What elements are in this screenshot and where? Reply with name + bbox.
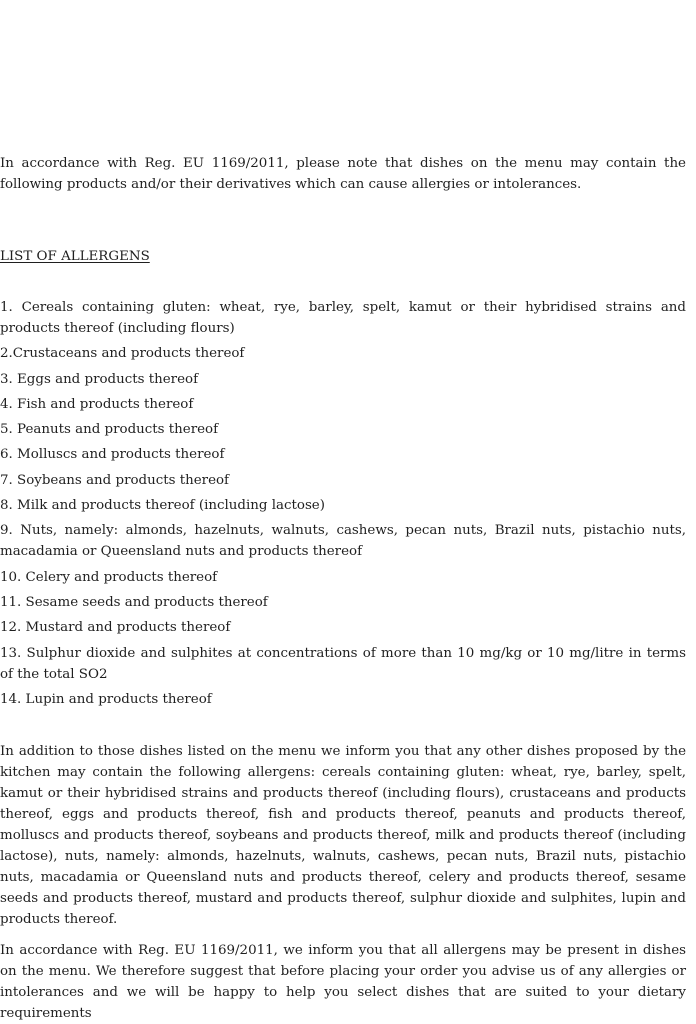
list-item: 6. Molluscs and products thereof — [0, 447, 225, 463]
list-item: 14. Lupin and products thereof — [0, 691, 212, 707]
allergen-list — [0, 297, 686, 714]
list-item: 7. Soybeans and products thereof — [0, 472, 230, 488]
list-item: 12. Mustard and products thereof — [0, 620, 231, 636]
allergens-heading: LIST OF ALLERGENS — [0, 249, 150, 264]
list-item: 3. Eggs and products thereof — [0, 371, 199, 387]
list-item: 1. Cereals containing gluten: wheat, rye, barley, spelt, kamut or their hybridised strains and products thereof (including flours) — [0, 300, 686, 336]
additional-paragraph: In addition to those dishes listed on the menu we inform you that any other dishes proposed by the kitchen may contain the following allergens: cereals containing gluten: wheat, rye, barley, spelt, kamut or their hybridised strains and products thereof (including flours), crustaceans and products thereof, eggs and products thereof, fish and products thereof, peanuts and products thereof, molluscs and products thereof, soybeans and products thereof, milk and products thereof (including lactose), nuts, namely: almonds, hazelnuts, walnuts, cashews, pecan nuts, Brazil nuts, pistachio nuts, macadamia or Queensland nuts and products thereof, celery and products thereof, sesame seeds and products thereof, mustard and products thereof, sulphur dioxide and sulphites, lupin and products thereof. — [0, 744, 686, 927]
list-item: 2.Crustaceans and products thereof — [0, 346, 245, 362]
list-item: 10. Celery and products thereof — [0, 569, 218, 585]
list-item: 11. Sesame seeds and products thereof — [0, 594, 268, 610]
intro-paragraph: In accordance with Reg. EU 1169/2011, please note that dishes on the menu may contain the following products and/or their derivatives which can cause allergies or intolerances. — [0, 156, 686, 192]
list-item: 4. Fish and products thereof — [0, 396, 194, 412]
list-item: 9. Nuts, namely: almonds, hazelnuts, walnuts, cashews, pecan nuts, Brazil nuts, pistachio nuts, macadamia or Queensland nuts and products thereof — [0, 523, 686, 560]
list-item: 5. Peanuts and products thereof — [0, 422, 219, 438]
list-item: 13. Sulphur dioxide and sulphites at concentrations of more than 10 mg/kg or 10 mg/litre in terms of the total SO2 — [0, 645, 686, 682]
list-item: 8. Milk and products thereof (including lactose) — [0, 498, 325, 514]
final-paragraph: In accordance with Reg. EU 1169/2011, we inform you that all allergens may be present in dishes on the menu. We therefore suggest that before placing your order you advise us of any allergies or intolerances and we will be happy to help you select dishes that are suited to your dietary requirements — [0, 943, 686, 1021]
